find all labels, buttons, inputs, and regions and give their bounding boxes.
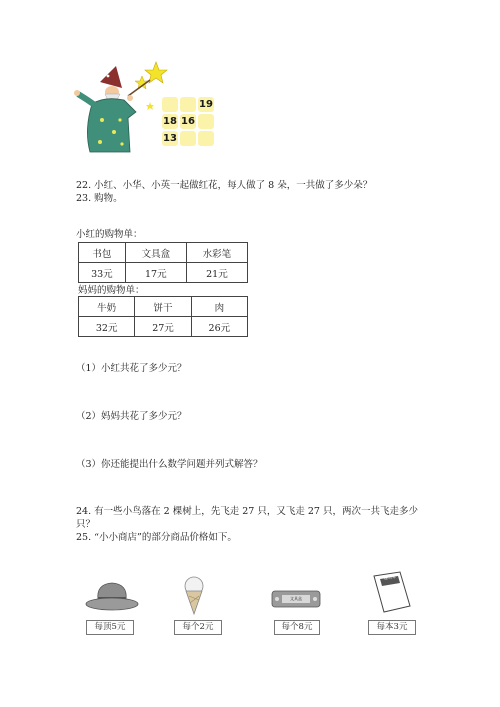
question-24-cont: 只？	[76, 519, 96, 530]
table-cell: 26元	[191, 317, 247, 337]
table-cell: 17元	[125, 263, 186, 283]
grid-cell	[198, 114, 214, 129]
sub-question-3: （3）你还能提出什么数学问题并列式解答？	[76, 459, 263, 470]
question-25: 25. “小小商店”的部分商品价格如下。	[76, 532, 237, 543]
ice-cream-icon	[180, 576, 208, 616]
xiaohong-list-title: 小红的购物单：	[76, 229, 143, 240]
notebook-label: 练习本	[383, 574, 397, 581]
table-row	[79, 263, 248, 283]
number-grid	[162, 97, 214, 147]
question-23: 23. 购物。	[76, 193, 123, 204]
table-cell: 书包	[79, 243, 126, 263]
table-row	[79, 243, 248, 263]
table-cell: 21元	[186, 263, 247, 283]
pencil-case-label: 文具盒	[290, 596, 302, 601]
grid-cell: 19	[199, 99, 213, 110]
product-price-label: 每个2元	[174, 620, 222, 635]
hat-icon	[84, 580, 140, 614]
table-row	[79, 317, 248, 337]
table-cell: 水彩笔	[186, 243, 247, 263]
table-cell: 牛奶	[79, 297, 135, 317]
table-cell: 文具盒	[125, 243, 186, 263]
table-cell: 27元	[135, 317, 191, 337]
table-cell: 33元	[79, 263, 126, 283]
table-cell: 肉	[191, 297, 247, 317]
grid-cell	[180, 97, 196, 112]
mama-shopping-table	[78, 296, 248, 337]
product-price-label: 每个8元	[274, 620, 320, 635]
product-price-label: 每本3元	[368, 620, 416, 635]
question-24: 24. 有一些小鸟落在 2 棵树上，先飞走 27 只，又飞走 27 只，两次一共飞走多少	[76, 506, 418, 517]
grid-cell: 13	[163, 133, 177, 144]
grid-cell	[198, 131, 214, 146]
product-price-label: 每顶5元	[86, 620, 134, 635]
mama-list-title: 妈妈的购物单：	[78, 285, 145, 296]
question-22: 22. 小红、小华、小英一起做红花，每人做了 8 朵，一共做了多少朵？	[76, 180, 373, 191]
grid-cell	[162, 97, 178, 112]
table-cell: 32元	[79, 317, 135, 337]
sub-question-1: （1）小红共花了多少元？	[76, 363, 187, 374]
grid-cell: 16	[181, 116, 195, 127]
wizard-illustration	[70, 60, 170, 158]
table-row	[79, 297, 248, 317]
grid-cell: 18	[163, 116, 177, 127]
grid-cell	[180, 131, 196, 146]
sub-question-2: （2）妈妈共花了多少元？	[76, 411, 187, 422]
xiaohong-shopping-table	[78, 242, 248, 283]
table-cell: 饼干	[135, 297, 191, 317]
